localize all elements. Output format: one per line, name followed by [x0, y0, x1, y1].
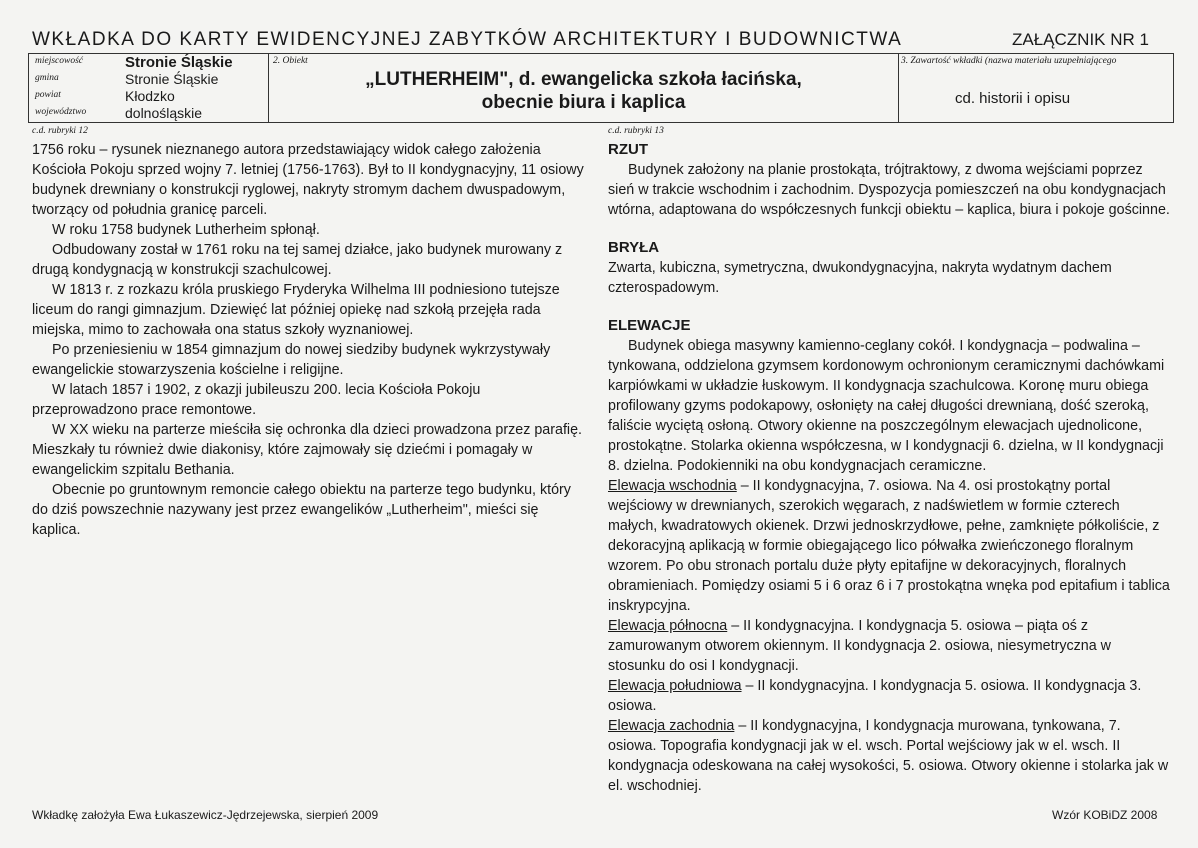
document-title: WKŁADKA DO KARTY EWIDENCYJNEJ ZABYTKÓW ARCHITEKTURY I BUDOWNICTWA — [32, 29, 903, 50]
value-miejscowosc: Stronie Śląskie — [125, 54, 233, 71]
paragraph-elewacja-zachodnia — [608, 716, 1170, 796]
text-elewacja-poludniowa: – II kondygnacyjna. I kondygnacja 5. osiowa. II kondygnacja 3. osiowa. — [608, 678, 1142, 714]
paragraph-elewacja-wschodnia — [608, 476, 1170, 616]
section-heading-elewacje: ELEWACJE — [608, 317, 691, 334]
right-column — [608, 140, 1170, 796]
label-powiat: powiat — [35, 90, 61, 100]
label-wojewodztwo: województwo — [35, 107, 87, 117]
label-elewacja-poludniowa: Elewacja południowa — [608, 678, 742, 694]
right-rubric: c.d. rubryki 13 — [608, 126, 664, 136]
content-cell — [899, 54, 1173, 122]
left-paragraph: Obecnie po gruntownym remoncie całego obiektu na parterze tego budynku, który do dziś powszechnie nazywany jest przez ewangelików „Lutherheim", mieści się kaplica. — [32, 482, 571, 538]
section-heading-bryla: BRYŁA — [608, 239, 660, 256]
object-label: 2. Obiekt — [273, 56, 308, 66]
label-elewacja-wschodnia: Elewacja wschodnia — [608, 478, 737, 494]
object-cell — [269, 54, 899, 122]
paragraph-elewacja-poludniowa — [608, 676, 1170, 716]
row-wojewodztwo — [29, 105, 268, 121]
section-text-rzut: Budynek założony na planie prostokąta, trójtraktowy, z dwoma wejściami poprzez sień w trakcie wschodnim i zachodnim. Dyspozycja pomieszczeń na obu kondygnacjach wtórna, adaptowana do współczesnych funkcji obiektu – kaplica, biura i pokoje gościnne. — [608, 162, 1170, 218]
left-paragraph: W XX wieku na parterze mieściła się ochronka dla dzieci prowadzona przez parafię. Mieszkały tu również dwie diakonisy, które zajmowały się dziećmi i pomagały w ewangelickim szpitalu Bethania. — [32, 422, 583, 478]
object-title — [269, 68, 898, 114]
text-elewacja-wschodnia: – II kondygnacyjna, 7. osiowa. Na 4. osi prostokątny portal wejściowy w drewnianych, szerokich węgarach, z nadświetlem w formie czterech małych, kwadratowych okienek. Drzwi jednoskrzydłowe, pełne, zamknięte półkoliście, z dekoracyjną aplikacją w formie obiegającego lico półwałka zwieńczonego floralnym wzorem. Po obu stronach portalu duże płyty epitafijne w dekoracyjnych, floralnych obramieniach. Pomiędzy osiami 5 i 6 oraz 6 i 7 prostokątna wnęka pod epitafium i tablica inskrypcyjna. — [608, 478, 1170, 614]
left-paragraph: W roku 1758 budynek Lutherheim spłonął. — [52, 222, 320, 238]
location-cell — [29, 54, 269, 122]
label-elewacja-polnocna: Elewacja północna — [608, 618, 728, 634]
paragraph-elewacja-polnocna — [608, 616, 1170, 676]
annex-number: ZAŁĄCZNIK NR 1 — [1012, 30, 1149, 49]
content-label: 3. Zawartość wkładki (nazwa materiału uzupełniającego — [901, 56, 1117, 66]
left-paragraph: W latach 1857 i 1902, z okazji jubileuszu 200. lecia Kościoła Pokoju przeprowadzono prace remontowe. — [32, 382, 481, 418]
left-paragraph: W 1813 r. z rozkazu króla pruskiego Fryderyka Wilhelma III podniesiono tutejsze liceum do rangi gimnazjum. Dziewięć lat później opiekę nad szkołą przejęła rada miejska, mimo to zachowała ona status szkoły wyznaniowej. — [32, 282, 560, 338]
footer-template: Wzór KOBiDZ 2008 — [1052, 808, 1158, 822]
label-gmina: gmina — [35, 73, 59, 83]
left-rubric: c.d. rubryki 12 — [32, 126, 88, 136]
header-table — [28, 53, 1174, 123]
section-heading-rzut: RZUT — [608, 141, 648, 158]
left-column — [32, 140, 584, 540]
left-paragraph: Odbudowany został w 1761 roku na tej samej działce, jako budynek murowany z drugą kondygnacją w konstrukcji szachulcowej. — [32, 242, 563, 278]
value-powiat: Kłodzko — [125, 88, 175, 104]
object-title-line2: obecnie biura i kaplica — [481, 92, 686, 113]
footer-author: Wkładkę założyła Ewa Łukaszewicz-Jędrzejewska, sierpień 2009 — [32, 808, 379, 822]
text-elewacja-polnocna: – II kondygnacyjna. I kondygnacja 5. osiowa – piąta oś z zamurowanym otworem okiennym. II kondygnacja 2. osiowa, niesymetryczna w stosunku do osi I kondygnacji. — [608, 618, 1111, 674]
row-gmina — [29, 71, 268, 87]
content-value: cd. historii i opisu — [955, 90, 1071, 107]
text-elewacja-zachodnia: – II kondygnacyjna, I kondygnacja murowana, tynkowana, 7. osiowa. Topografia kondygnacji jak w el. wsch. Portal wejściowy jak w el. wsch. II kondygnacja odeskowana na całej wysokości, 5. osiowa. Otwory okienne i stolarka jak w el. wschodniej. — [608, 718, 1169, 794]
object-title-line1: „LUTHERHEIM", d. ewangelicka szkoła łacińska, — [365, 69, 802, 90]
row-miejscowosc — [29, 54, 268, 70]
section-text-bryla: Zwarta, kubiczna, symetryczna, dwukondygnacyjna, nakryta wydatnym dachem czterospadowym. — [608, 260, 1112, 296]
left-paragraph: Po przeniesieniu w 1854 gimnazjum do nowej siedziby budynek wykrzystywały ewangelickie stowarzyszenia kościelne i religijne. — [32, 342, 551, 378]
left-paragraph: 1756 roku – rysunek nieznanego autora przedstawiający widok całego założenia Kościoła Pokoju sprzed wojny 7. letniej (1756-1763). Był to II kondygnacyjny, 11 osiowy budynek drewniany o konstrukcji ryglowej, nakryty stromym dachem dwuspadowym, tworzący od południa granicę parceli. — [32, 142, 584, 218]
section-text-elewacje: Budynek obiega masywny kamienno-ceglany cokół. I kondygnacja – podwalina – tynkowana, oddzielona gzymsem kordonowym ochronionym ceramicznymi dachówkami karpiówkami w układzie łuskowym. II kondygnacja szachulcowa. Koronę muru obiega profilowany gzyms podokapowy, osłonięty na całej długości drewnianą, dość szeroką, faliście wyciętą osłoną. Otwory okienne na poszczególnym elewacjach ujednolicone, prostokątne. Stolarka okienna współczesna, w I kondygnacji 6. dzielna, w II kondygnacji 8. dzielna. Podokienniki na obu kondygnacjach ceramiczne. — [608, 338, 1165, 474]
value-gmina: Stronie Śląskie — [125, 71, 219, 87]
label-elewacja-zachodnia: Elewacja zachodnia — [608, 718, 735, 734]
label-miejscowosc: miejscowość — [35, 56, 84, 66]
value-wojewodztwo: dolnośląskie — [125, 105, 203, 121]
row-powiat — [29, 88, 268, 104]
